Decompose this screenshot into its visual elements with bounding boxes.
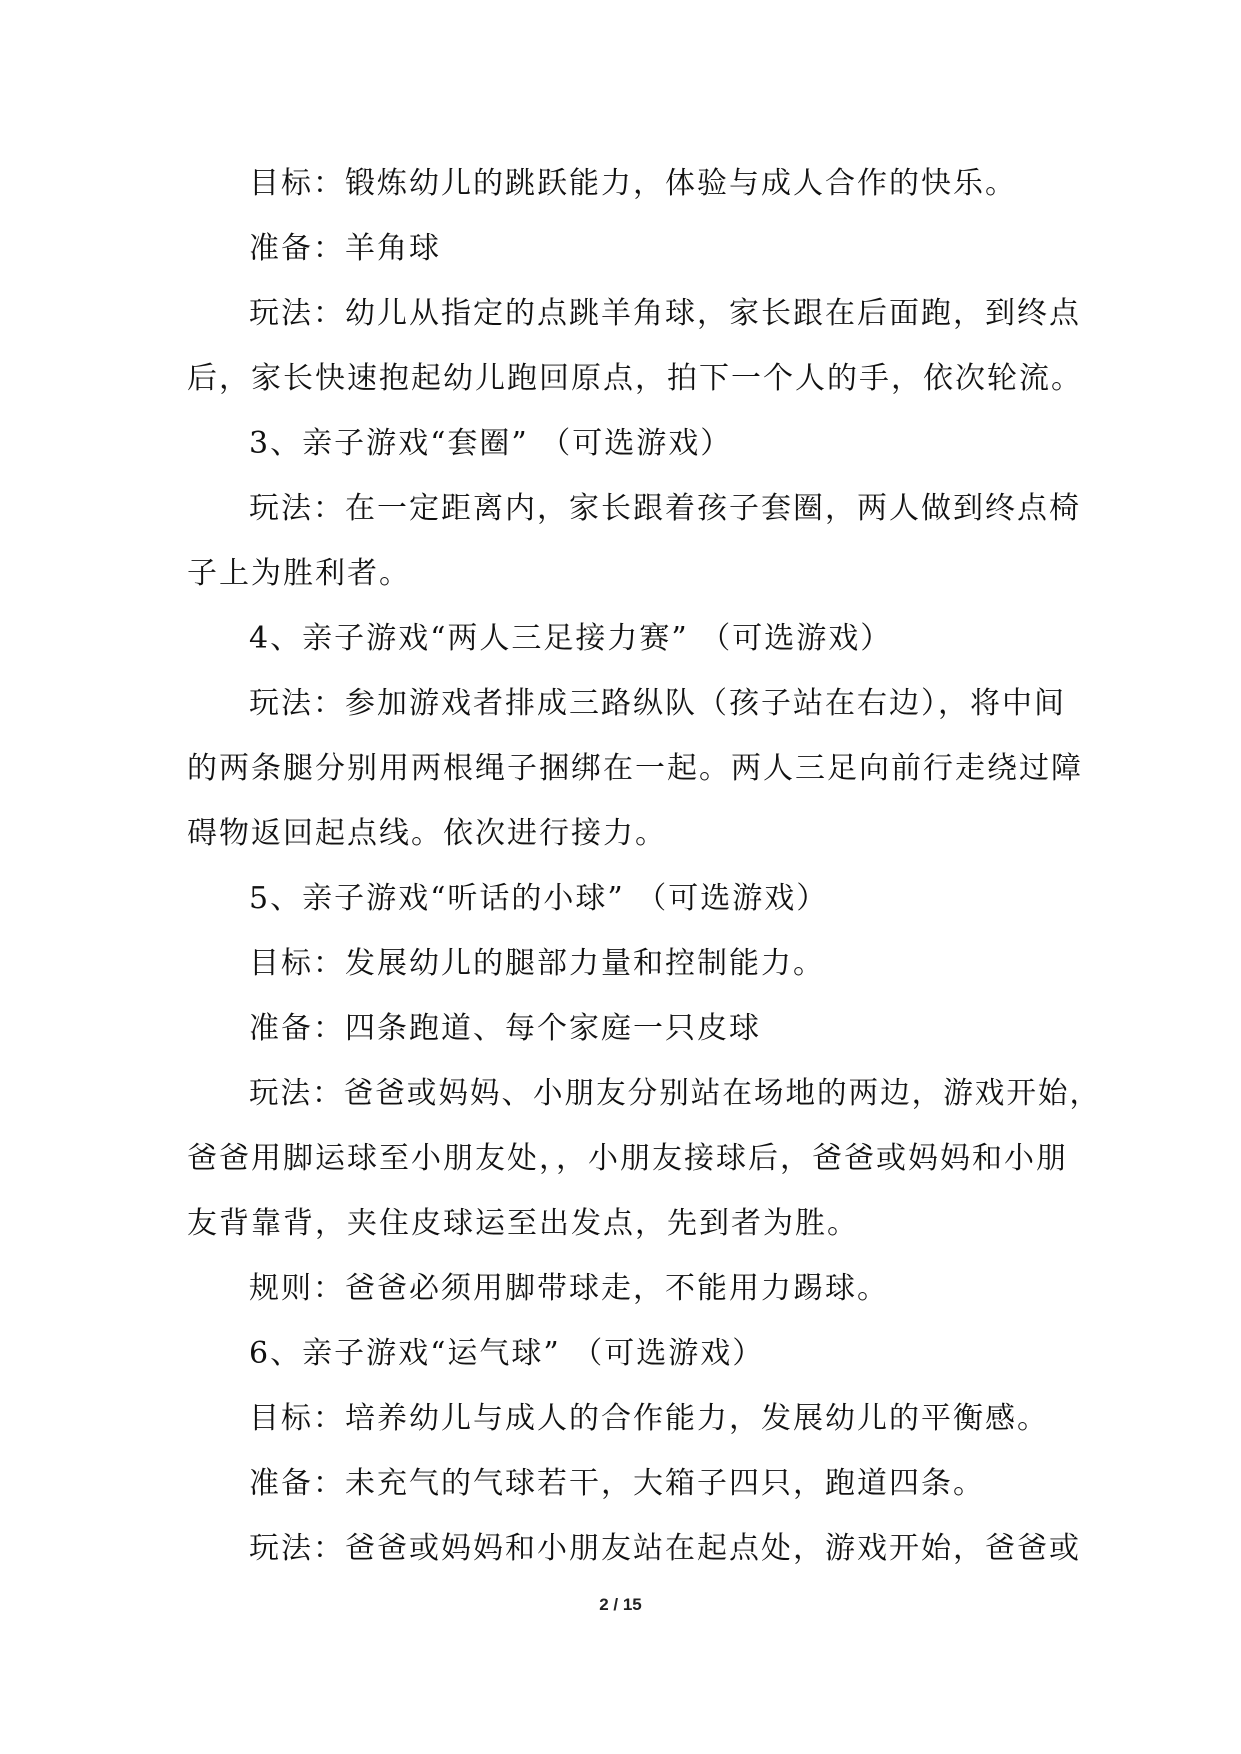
paragraph-line: 准备：四条跑道、每个家庭一只皮球 bbox=[249, 1011, 761, 1046]
paragraph-line: 友背靠背，夹住皮球运至出发点，先到者为胜。 bbox=[187, 1206, 859, 1241]
paragraph-line: 玩法：爸爸或妈妈、小朋友分别站在场地的两边，游戏开始， bbox=[249, 1076, 1101, 1111]
paragraph-line: 爸爸用脚运球至小朋友处，，小朋友接球后，爸爸或妈妈和小朋 bbox=[187, 1141, 1068, 1176]
paragraph-line: 碍物返回起点线。依次进行接力。 bbox=[187, 816, 667, 851]
paragraph-line: 准备：未充气的气球若干，大箱子四只，跑道四条。 bbox=[249, 1466, 985, 1501]
paragraph-line: 目标：锻炼幼儿的跳跃能力，体验与成人合作的快乐。 bbox=[249, 166, 1017, 201]
paragraph-line: 的两条腿分别用两根绳子捆绑在一起。两人三足向前行走绕过障 bbox=[187, 751, 1083, 786]
paragraph-line: 目标：发展幼儿的腿部力量和控制能力。 bbox=[249, 946, 825, 981]
section-heading: 3、亲子游戏“套圈” （可选游戏） bbox=[249, 426, 733, 461]
paragraph-line: 准备：羊角球 bbox=[249, 231, 441, 266]
paragraph-line: 后，家长快速抱起幼儿跑回原点，拍下一个人的手，依次轮流。 bbox=[187, 361, 1083, 396]
section-heading: 5、亲子游戏“听话的小球” （可选游戏） bbox=[249, 881, 829, 916]
paragraph-line: 规则：爸爸必须用脚带球走，不能用力踢球。 bbox=[249, 1271, 889, 1306]
page-number: 2 / 15 bbox=[599, 1595, 642, 1614]
paragraph-line: 玩法：爸爸或妈妈和小朋友站在起点处，游戏开始，爸爸或 bbox=[249, 1531, 1081, 1566]
section-heading: 6、亲子游戏“运气球” （可选游戏） bbox=[249, 1336, 765, 1371]
paragraph-line: 玩法：在一定距离内，家长跟着孩子套圈，两人做到终点椅 bbox=[249, 491, 1081, 526]
paragraph-line: 目标：培养幼儿与成人的合作能力，发展幼儿的平衡感。 bbox=[249, 1401, 1049, 1436]
section-heading: 4、亲子游戏“两人三足接力赛” （可选游戏） bbox=[249, 621, 893, 656]
paragraph-line: 玩法：参加游戏者排成三路纵队（孩子站在右边），将中间 bbox=[249, 686, 1066, 721]
paragraph-line: 子上为胜利者。 bbox=[187, 556, 411, 591]
paragraph-line: 玩法：幼儿从指定的点跳羊角球，家长跟在后面跑，到终点 bbox=[249, 296, 1081, 331]
